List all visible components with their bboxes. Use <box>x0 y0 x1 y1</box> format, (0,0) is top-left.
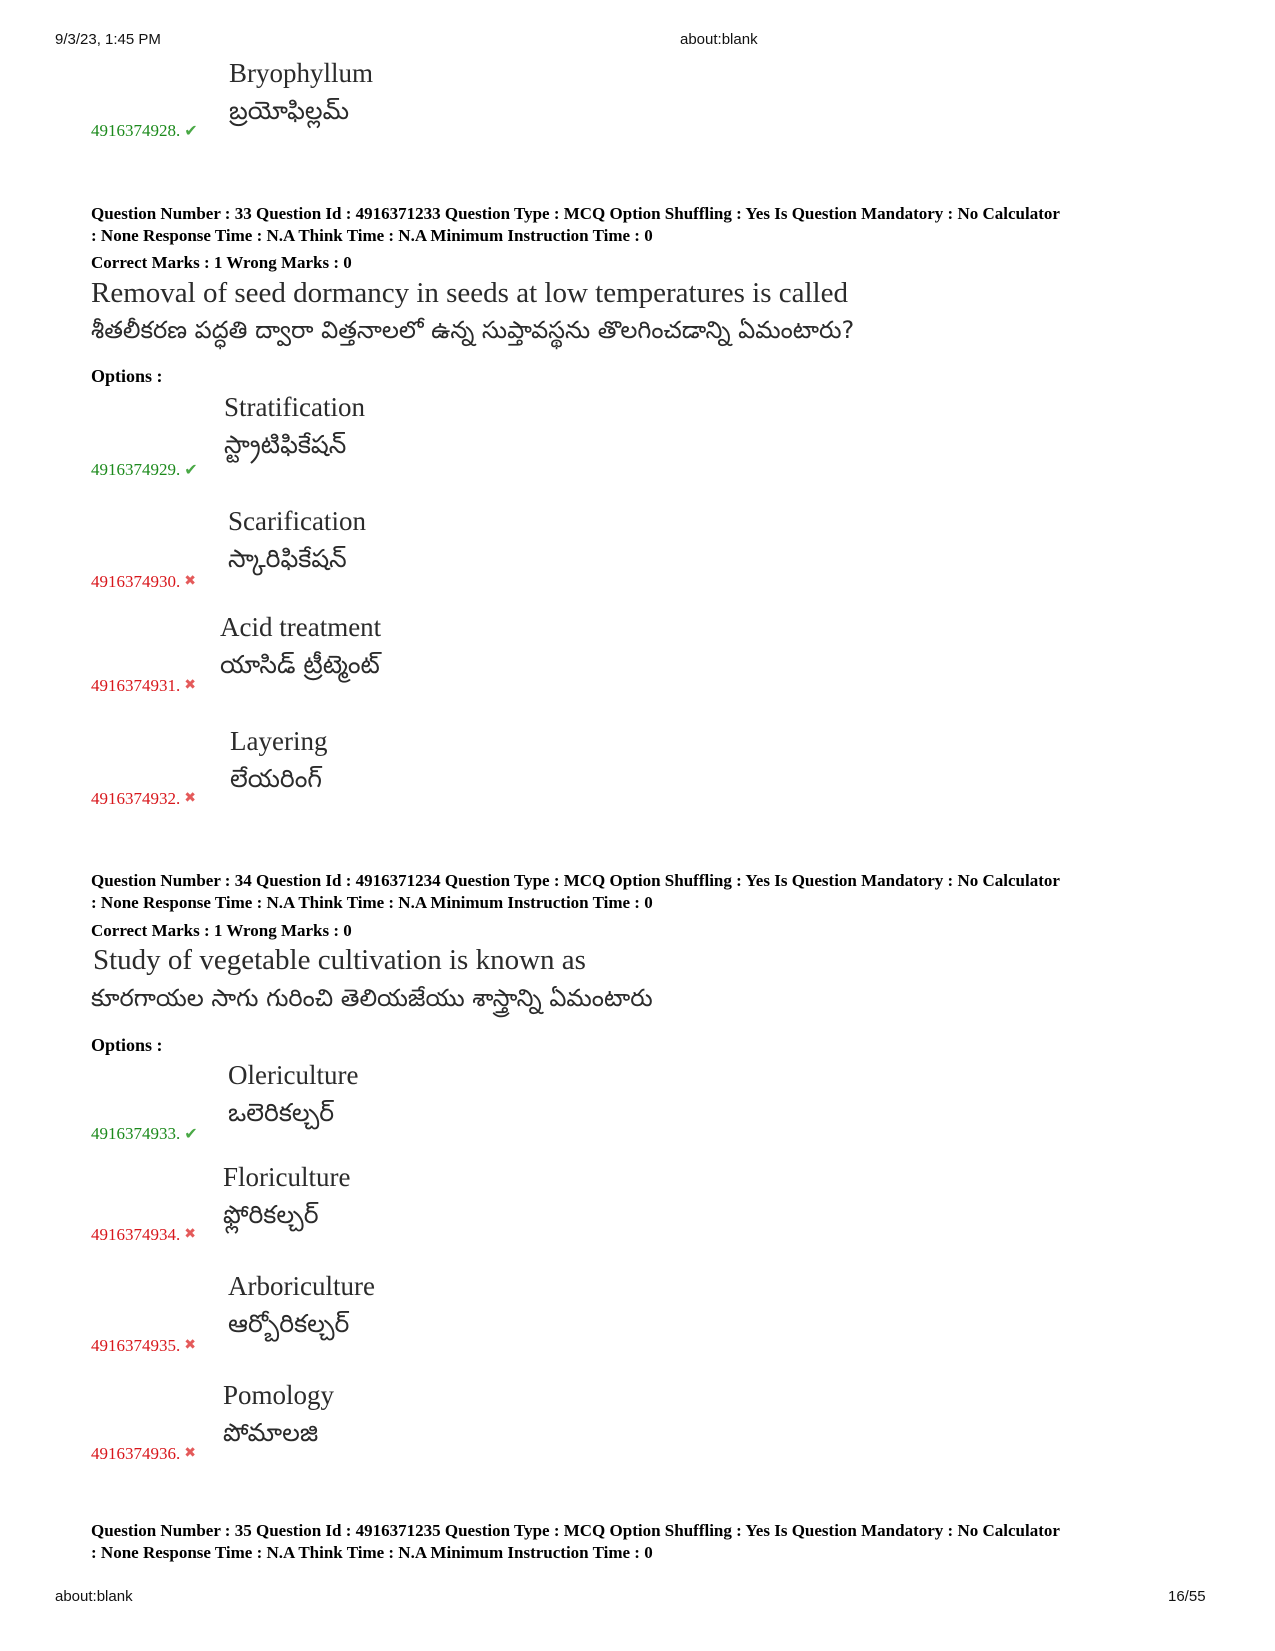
option-id <box>91 789 196 809</box>
option-text-en: Layering <box>230 726 328 756</box>
print-url: about:blank <box>680 31 758 48</box>
option-id-text: 4916374936. <box>91 1444 181 1463</box>
options-label: Options : <box>91 1035 163 1055</box>
option-text-en: Stratification <box>224 392 365 422</box>
option-id <box>91 1336 196 1356</box>
option-id <box>91 1225 196 1245</box>
cross-icon: ✖ <box>184 1226 196 1242</box>
option-text-te: పోమాలజి <box>223 1418 319 1447</box>
option-text-en: Acid treatment <box>220 612 382 642</box>
question-text-en: Study of vegetable cultivation is known as <box>93 944 586 976</box>
option-id-text: 4916374935. <box>91 1336 181 1355</box>
option-text-te: యాసిడ్ ట్రీట్మెంట్ <box>220 650 380 679</box>
option-id <box>91 676 196 696</box>
option-id-text: 4916374934. <box>91 1225 181 1244</box>
option-text-en: Bryophyllum <box>229 58 374 88</box>
question-text-te: శీతలీకరణ పద్ధతి ద్వారా విత్తనాలలో ఉన్న సుప్తావస్థను తొలగించడాన్ని ఏమంటారు? <box>91 316 855 344</box>
question-meta-line: Question Number : 35 Question Id : 4916371235 Question Type : MCQ Option Shuffling : Yes Is Question Mandatory : No Calculator <box>91 1521 1060 1540</box>
question-meta-line: : None Response Time : N.A Think Time : N.A Minimum Instruction Time : 0 <box>91 1543 653 1562</box>
option-id <box>91 1124 198 1144</box>
option-id-text: 4916374933. <box>91 1124 181 1143</box>
question-meta-line: : None Response Time : N.A Think Time : N.A Minimum Instruction Time : 0 <box>91 893 653 912</box>
question-meta <box>91 870 1201 914</box>
option-text-en: Floriculture <box>223 1162 351 1192</box>
option-text-te: స్ట్రాటిఫికేషన్ <box>224 430 347 459</box>
option-id <box>91 1444 196 1464</box>
question-meta <box>91 203 1201 247</box>
option-text-en: Olericulture <box>228 1060 359 1090</box>
check-icon: ✔ <box>184 460 198 479</box>
check-icon: ✔ <box>184 121 198 140</box>
option-id <box>91 460 198 480</box>
question-text-te: కూరగాయల సాగు గురించి తెలియజేయు శాస్త్రాన్ని ఏమంటారు <box>91 984 653 1012</box>
question-text-en: Removal of seed dormancy in seeds at low temperatures is called <box>91 277 848 309</box>
option-id-text: 4916374929. <box>91 460 181 479</box>
option-text-en: Arboriculture <box>228 1271 375 1301</box>
check-icon: ✔ <box>184 1124 198 1143</box>
options-label: Options : <box>91 366 163 386</box>
cross-icon: ✖ <box>184 1445 196 1461</box>
footer-url: about:blank <box>55 1588 133 1605</box>
question-meta-line: Question Number : 34 Question Id : 4916371234 Question Type : MCQ Option Shuffling : Yes Is Question Mandatory : No Calculator <box>91 871 1060 890</box>
cross-icon: ✖ <box>184 573 196 589</box>
option-id-text: 4916374930. <box>91 572 181 591</box>
question-meta <box>91 1520 1201 1564</box>
option-text-te: బ్రయోఫిల్లమ్ <box>229 96 350 125</box>
option-id-text: 4916374932. <box>91 789 181 808</box>
option-text-en: Scarification <box>228 506 366 536</box>
question-marks: Correct Marks : 1 Wrong Marks : 0 <box>91 253 352 272</box>
cross-icon: ✖ <box>184 790 196 806</box>
option-text-en: Pomology <box>223 1380 335 1410</box>
option-text-te: ఫ్లోరికల్చర్ <box>223 1200 319 1229</box>
question-meta-line: Question Number : 33 Question Id : 4916371233 Question Type : MCQ Option Shuffling : Yes Is Question Mandatory : No Calculator <box>91 204 1060 223</box>
option-text-te: స్కారిఫికేషన్ <box>228 544 347 573</box>
option-text-te: లేయరింగ్ <box>230 764 322 793</box>
print-datetime: 9/3/23, 1:45 PM <box>55 31 161 48</box>
question-marks: Correct Marks : 1 Wrong Marks : 0 <box>91 921 352 940</box>
option-id-text: 4916374928. <box>91 121 181 140</box>
page-number: 16/55 <box>1168 1588 1206 1605</box>
cross-icon: ✖ <box>184 1337 196 1353</box>
option-id-text: 4916374931. <box>91 676 181 695</box>
option-text-te: ఒలెరికల్చర్ <box>228 1098 335 1127</box>
option-id <box>91 121 198 141</box>
option-text-te: ఆర్బోరికల్చర్ <box>228 1309 350 1338</box>
cross-icon: ✖ <box>184 677 196 693</box>
question-meta-line: : None Response Time : N.A Think Time : N.A Minimum Instruction Time : 0 <box>91 226 653 245</box>
option-id <box>91 572 196 592</box>
